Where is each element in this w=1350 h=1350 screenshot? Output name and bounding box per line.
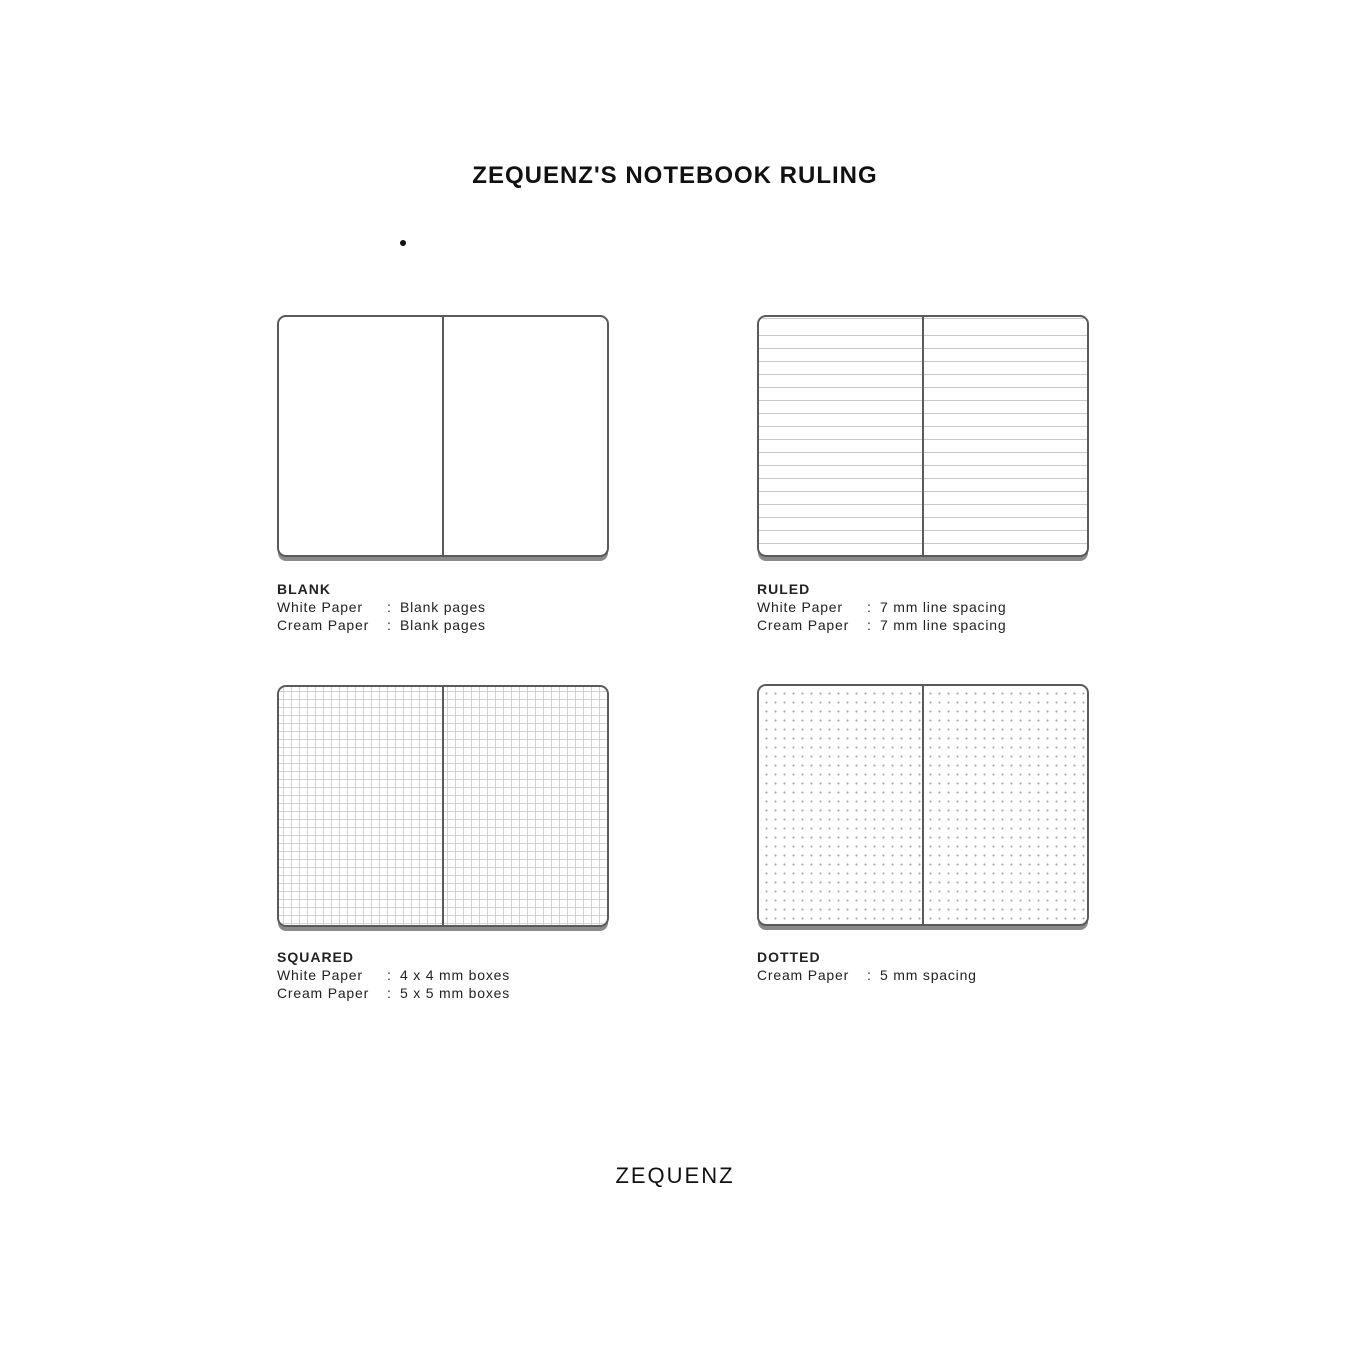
spec-value: 4 x 4 mm boxes	[400, 967, 511, 983]
notebook-blank	[277, 315, 609, 557]
spec-value: 5 x 5 mm boxes	[400, 985, 511, 1001]
ruling-name: DOTTED	[757, 949, 821, 965]
caption-blank	[277, 580, 486, 634]
notebook-spine	[442, 687, 444, 925]
paper-label: Cream Paper	[277, 985, 370, 1001]
spec-row	[757, 966, 977, 984]
caption-dotted	[757, 948, 977, 984]
spec-value: 5 mm spacing	[880, 967, 977, 983]
paper-label: White Paper	[277, 599, 363, 615]
notebook-squared	[277, 685, 609, 927]
right-page	[443, 687, 607, 925]
caption-ruled	[757, 580, 1006, 634]
brand-wordmark: ZEQUENZ	[615, 1163, 735, 1188]
spec-value: Blank pages	[400, 599, 486, 615]
spec-value: 7 mm line spacing	[880, 617, 1007, 633]
spec-separator: :	[867, 617, 872, 633]
caption-squared	[277, 948, 510, 1002]
page-title: ZEQUENZ'S NOTEBOOK RULING	[472, 162, 878, 189]
ruling-name: BLANK	[277, 581, 331, 597]
spec-separator: :	[387, 617, 392, 633]
paper-label: Cream Paper	[757, 617, 850, 633]
spec-value: Blank pages	[400, 617, 486, 633]
ink-speck	[400, 240, 406, 246]
spec-row	[277, 966, 510, 984]
spec-separator: :	[867, 967, 872, 983]
spec-separator: :	[387, 599, 392, 615]
spec-row	[277, 616, 486, 634]
spec-row	[277, 984, 510, 1002]
notebook-dotted	[757, 684, 1089, 926]
right-page	[923, 686, 1087, 924]
left-page	[759, 686, 923, 924]
spec-separator: :	[387, 967, 392, 983]
spec-value: 7 mm line spacing	[880, 599, 1007, 615]
spec-row	[757, 616, 1006, 634]
ruling-name: SQUARED	[277, 949, 355, 965]
right-page	[923, 317, 1087, 555]
spec-separator: :	[867, 599, 872, 615]
paper-label: Cream Paper	[757, 967, 850, 983]
left-page	[279, 687, 443, 925]
notebook-ruled	[757, 315, 1089, 557]
notebook-spine	[922, 686, 924, 924]
left-page	[759, 317, 923, 555]
paper-label: White Paper	[757, 599, 843, 615]
paper-label: White Paper	[277, 967, 363, 983]
right-page	[443, 317, 607, 555]
notebook-spine	[442, 317, 444, 555]
spec-separator: :	[387, 985, 392, 1001]
left-page	[279, 317, 443, 555]
spec-row	[277, 598, 486, 616]
ruling-name: RULED	[757, 581, 811, 597]
spec-row	[757, 598, 1006, 616]
notebook-spine	[922, 317, 924, 555]
paper-label: Cream Paper	[277, 617, 370, 633]
